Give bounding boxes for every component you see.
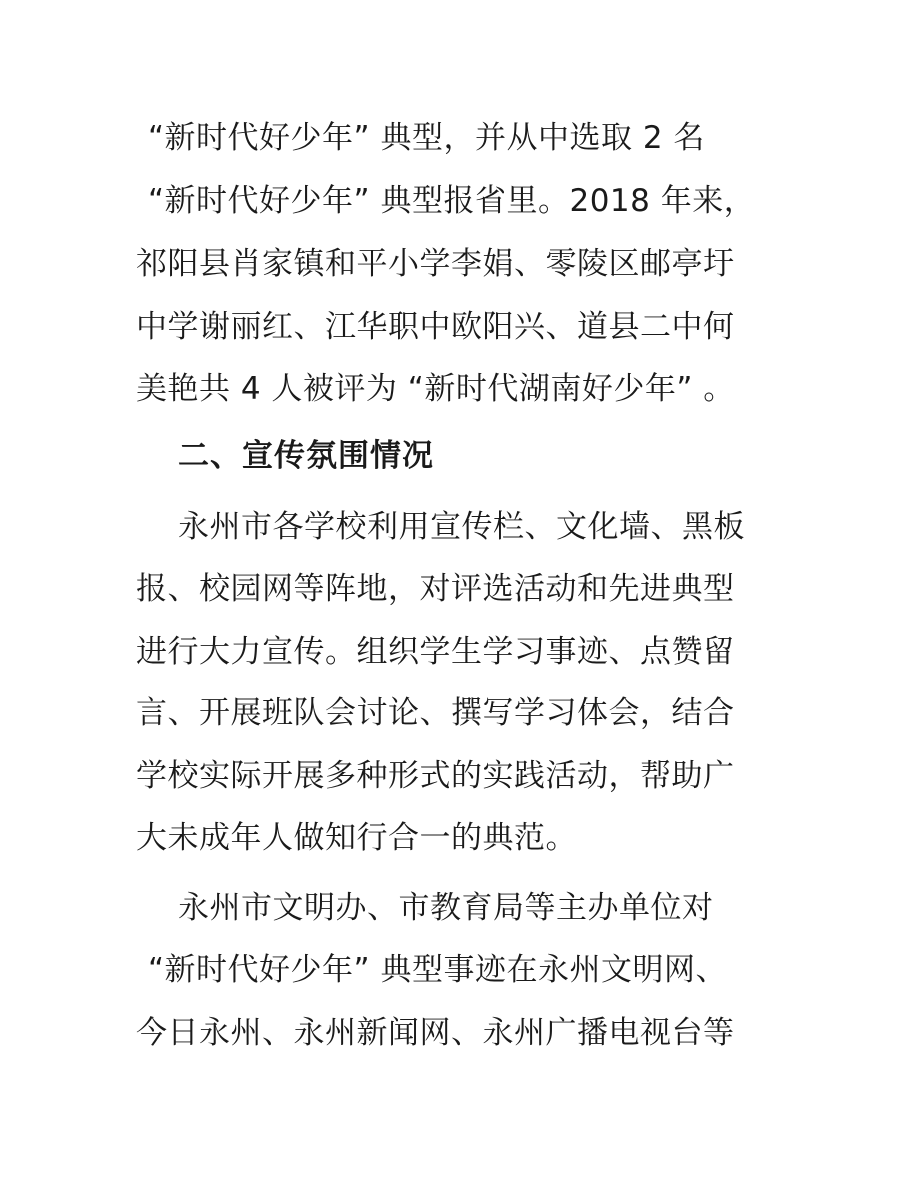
text-line: “新时代好少年” 典型，并从中选取 2 名 [148, 120, 705, 156]
text-line: 大未成年人做知行合一的典范。 [136, 820, 577, 856]
text-line: 今日永州、永州新闻网、永州广播电视台等 [136, 1015, 735, 1051]
text-line: 报、校园网等阵地，对评选活动和先进典型 [136, 571, 735, 607]
text-line: “新时代好少年” 典型事迹在永州文明网、 [148, 952, 727, 988]
text-line: “新时代好少年” 典型报省里。2018 年来， [148, 183, 756, 219]
text-line: 学校实际开展多种形式的实践活动，帮助广 [136, 758, 735, 794]
text-line: 中学谢丽红、江华职中欧阳兴、道县二中何 [136, 309, 735, 345]
section-heading: 二、宣传氛围情况 [178, 438, 434, 474]
text-line: 进行大力宣传。组织学生学习事迹、点赞留 [136, 634, 735, 670]
text-line: 言、开展班队会讨论、撰写学习体会，结合 [136, 695, 735, 731]
text-line: 美艳共 4 人被评为 “新时代湖南好少年” 。 [136, 371, 735, 407]
text-line: 永州市文明办、市教育局等主办单位对 [178, 890, 714, 926]
text-line: 永州市各学校利用宣传栏、文化墙、黑板 [178, 509, 745, 545]
text-line: 祁阳县肖家镇和平小学李娟、零陵区邮亭圩 [136, 246, 735, 282]
